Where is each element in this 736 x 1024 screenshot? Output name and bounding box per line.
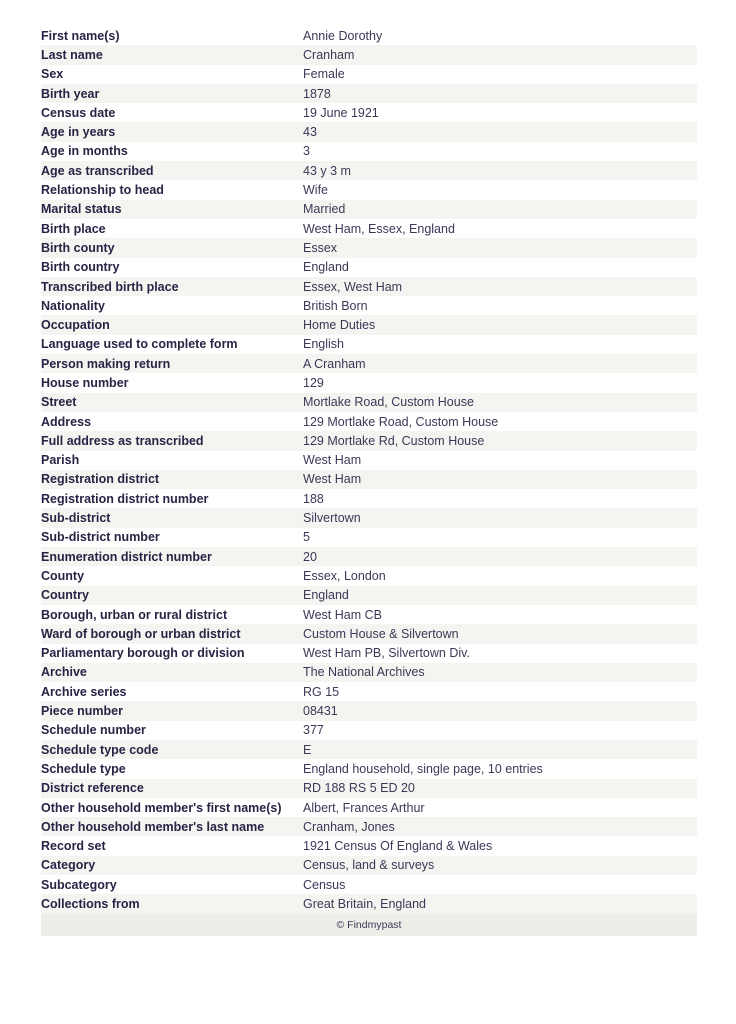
field-label: First name(s) xyxy=(41,28,120,43)
field-label: Registration district xyxy=(41,472,160,487)
table-row xyxy=(41,65,697,84)
table-row xyxy=(41,875,697,894)
field-value: Married xyxy=(303,202,346,217)
field-label: Birth year xyxy=(41,86,100,101)
table-row xyxy=(41,258,697,277)
field-label: Street xyxy=(41,395,77,410)
table-row xyxy=(41,180,697,199)
field-value: Essex, London xyxy=(303,568,386,583)
field-value: England household, single page, 10 entries xyxy=(303,761,543,776)
field-label: County xyxy=(41,568,85,583)
field-label: Archive series xyxy=(41,684,127,699)
field-label: Schedule number xyxy=(41,723,146,738)
table-row xyxy=(41,296,697,315)
field-value: England xyxy=(303,260,349,275)
field-label: Registration district number xyxy=(41,491,209,506)
field-label: Borough, urban or rural district xyxy=(41,607,228,622)
field-value: Annie Dorothy xyxy=(303,28,383,43)
field-label: Schedule type xyxy=(41,761,126,776)
field-value: 1878 xyxy=(303,86,331,101)
field-value: Home Duties xyxy=(303,318,376,333)
field-value: Cranham, Jones xyxy=(303,819,395,834)
field-value: 1921 Census Of England & Wales xyxy=(303,839,493,854)
table-row xyxy=(41,393,697,412)
field-label: Address xyxy=(41,414,92,429)
table-row xyxy=(41,489,697,508)
field-value: West Ham, Essex, England xyxy=(303,221,455,236)
field-value: West Ham PB, Silvertown Div. xyxy=(303,646,470,661)
field-value: Essex xyxy=(303,240,338,255)
field-value: Albert, Frances Arthur xyxy=(303,800,425,815)
table-row xyxy=(41,605,697,624)
field-value: 19 June 1921 xyxy=(303,105,379,120)
table-row xyxy=(41,451,697,470)
field-label: Age as transcribed xyxy=(41,163,154,178)
field-label: Other household member's first name(s) xyxy=(41,800,282,815)
table-row xyxy=(41,624,697,643)
table-row xyxy=(41,45,697,64)
field-label: Birth place xyxy=(41,221,106,236)
table-row xyxy=(41,798,697,817)
table-row xyxy=(41,836,697,855)
field-label: Nationality xyxy=(41,298,105,313)
table-row xyxy=(41,779,697,798)
field-value: A Cranham xyxy=(303,356,366,371)
field-label: Marital status xyxy=(41,202,122,217)
table-row xyxy=(41,721,697,740)
table-row xyxy=(41,528,697,547)
field-value: Census xyxy=(303,877,346,892)
field-value: 20 xyxy=(303,549,317,564)
field-label: Subcategory xyxy=(41,877,117,892)
field-label: Birth country xyxy=(41,260,120,275)
field-value: 129 Mortlake Road, Custom House xyxy=(303,414,499,429)
table-row xyxy=(41,412,697,431)
table-row xyxy=(41,277,697,296)
table-row xyxy=(41,894,697,913)
field-label: Person making return xyxy=(41,356,171,371)
field-label: Last name xyxy=(41,47,103,62)
field-value: Female xyxy=(303,67,345,82)
table-row xyxy=(41,586,697,605)
field-value: E xyxy=(303,742,312,757)
field-value: 43 y 3 m xyxy=(303,163,351,178)
field-label: Occupation xyxy=(41,318,110,333)
table-row xyxy=(41,644,697,663)
table-row xyxy=(41,740,697,759)
field-value: 188 xyxy=(303,491,324,506)
table-row xyxy=(41,682,697,701)
field-value: RD 188 RS 5 ED 20 xyxy=(303,781,415,796)
table-row xyxy=(41,431,697,450)
field-label: Age in months xyxy=(41,144,128,159)
field-label: Relationship to head xyxy=(41,183,164,198)
field-value: Mortlake Road, Custom House xyxy=(303,395,474,410)
field-value: 377 xyxy=(303,723,324,738)
table-row xyxy=(41,663,697,682)
field-value: RG 15 xyxy=(303,684,340,699)
field-value: 129 Mortlake Rd, Custom House xyxy=(303,433,485,448)
copyright-text: © Findmypast xyxy=(336,918,402,931)
field-label: Parliamentary borough or division xyxy=(41,646,245,661)
field-label: Category xyxy=(41,858,96,873)
record-rows xyxy=(41,26,697,914)
field-label: Archive xyxy=(41,665,87,680)
record-details-table xyxy=(41,26,697,936)
field-label: Language used to complete form xyxy=(41,337,238,352)
field-label: Sub-district xyxy=(41,511,111,526)
table-row xyxy=(41,315,697,334)
table-row xyxy=(41,759,697,778)
field-value: Cranham xyxy=(303,47,355,62)
field-label: Birth county xyxy=(41,240,115,255)
field-value: Great Britain, England xyxy=(303,897,426,911)
field-value: West Ham xyxy=(303,453,362,468)
field-value: Silvertown xyxy=(303,511,361,526)
table-row xyxy=(41,219,697,238)
field-value: 129 xyxy=(303,375,324,390)
field-value: English xyxy=(303,337,344,352)
field-label: Sub-district number xyxy=(41,530,160,545)
field-value: British Born xyxy=(303,298,368,313)
field-value: 3 xyxy=(303,144,310,159)
table-row xyxy=(41,142,697,161)
field-label: Age in years xyxy=(41,125,116,140)
field-label: Other household member's last name xyxy=(41,819,265,834)
field-value: 08431 xyxy=(303,704,338,719)
table-row xyxy=(41,817,697,836)
field-value: Wife xyxy=(303,183,328,198)
table-row xyxy=(41,470,697,489)
table-row xyxy=(41,238,697,257)
table-row xyxy=(41,373,697,392)
copyright-footer xyxy=(41,914,697,936)
table-row xyxy=(41,161,697,180)
table-row xyxy=(41,335,697,354)
field-value: Census, land & surveys xyxy=(303,858,435,873)
table-row xyxy=(41,103,697,122)
field-value: West Ham CB xyxy=(303,607,382,622)
table-row xyxy=(41,122,697,141)
table-row xyxy=(41,856,697,875)
table-row xyxy=(41,26,697,45)
field-value: Essex, West Ham xyxy=(303,279,403,294)
field-label: Country xyxy=(41,588,89,603)
table-row xyxy=(41,200,697,219)
field-value: England xyxy=(303,588,349,603)
field-label: Enumeration district number xyxy=(41,549,212,564)
field-label: District reference xyxy=(41,781,144,796)
table-row xyxy=(41,84,697,103)
field-label: Record set xyxy=(41,839,106,854)
table-row xyxy=(41,354,697,373)
field-value: 5 xyxy=(303,530,310,545)
field-label: Ward of borough or urban district xyxy=(41,626,241,641)
field-label: Transcribed birth place xyxy=(41,279,179,294)
field-value: The National Archives xyxy=(303,665,425,680)
field-label: Full address as transcribed xyxy=(41,433,204,448)
field-label: Schedule type code xyxy=(41,742,159,757)
table-row xyxy=(41,701,697,720)
table-row xyxy=(41,508,697,527)
table-row xyxy=(41,547,697,566)
table-row xyxy=(41,566,697,585)
field-label: Sex xyxy=(41,67,64,82)
field-value: Custom House & Silvertown xyxy=(303,626,459,641)
field-value: 43 xyxy=(303,125,317,140)
field-label: Parish xyxy=(41,453,80,468)
field-label: Collections from xyxy=(41,897,140,911)
field-value: West Ham xyxy=(303,472,362,487)
field-label: Census date xyxy=(41,105,116,120)
field-label: Piece number xyxy=(41,704,123,719)
field-label: House number xyxy=(41,375,129,390)
